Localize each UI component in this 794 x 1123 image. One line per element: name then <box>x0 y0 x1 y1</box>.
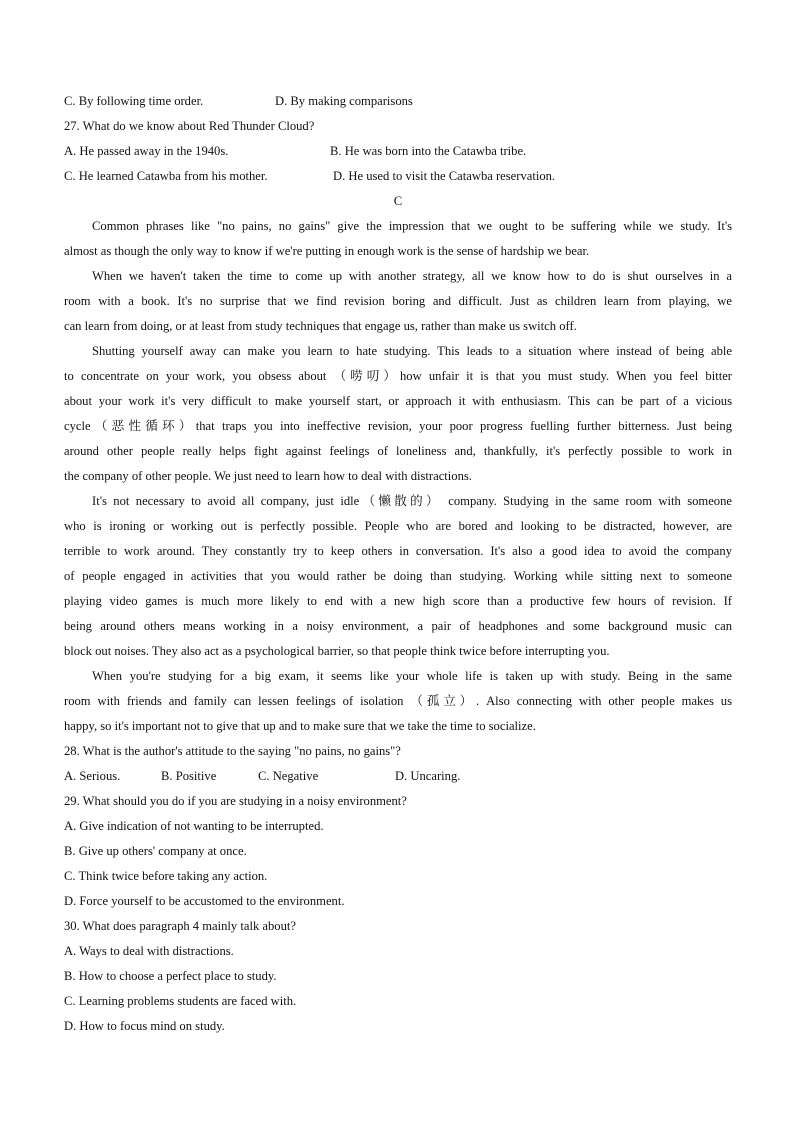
paragraph-line: It's not necessary to avoid all company, just idle（懒散的） company. Studying in the same room with someone <box>92 494 732 508</box>
q27-question: 27. What do we know about Red Thunder Cloud? <box>64 119 315 133</box>
paragraph-line: the company of other people. We just need to learn how to deal with distractions. <box>64 469 472 483</box>
q30-option-c: C. Learning problems students are faced with. <box>64 994 297 1008</box>
paragraph-line: to concentrate on your work, you obsess about （唠叨）how unfair it is that you must study. When you feel bitter <box>64 369 732 383</box>
q28-option-c: C. Negative <box>258 769 319 783</box>
section-letter: C <box>393 194 403 208</box>
q26-options-row <box>64 89 732 114</box>
paragraph-line: When we haven't taken the time to come up with another strategy, all we know how to do is shut ourselves in a <box>92 269 732 283</box>
paragraph-line: room with friends and family can lessen feelings of isolation （孤立）. Also connecting with other people makes us <box>64 694 732 708</box>
q27-option-d: D. He used to visit the Catawba reservation. <box>333 169 556 183</box>
q29-option-b: B. Give up others' company at once. <box>64 844 247 858</box>
paragraph-line: block out noises. They also act as a psychological barrier, so that people think twice before interrupting you. <box>64 644 610 658</box>
q28-question: 28. What is the author's attitude to the saying "no pains, no gains"? <box>64 744 401 758</box>
paragraph-line: who is ironing or working out is perfectly possible. People who are bored and looking to be distracted, however, are <box>64 519 732 533</box>
q28-option-a: A. Serious. <box>64 769 121 783</box>
paragraph-line: being around others means working in a noisy environment, a pair of headphones and some background music can <box>64 619 732 633</box>
q26-option-d: D. By making comparisons <box>275 94 413 108</box>
paragraph-line: about your work it's very difficult to make yourself start, or approach it with enthusiasm. This can be part of a vicious <box>64 394 732 408</box>
passage-paragraph-2 <box>64 264 732 339</box>
q30-option-a: A. Ways to deal with distractions. <box>64 944 234 958</box>
q30-option-d: D. How to focus mind on study. <box>64 1019 225 1033</box>
q27-option-c: C. He learned Catawba from his mother. <box>64 169 268 183</box>
exam-page <box>64 89 732 1039</box>
q27-options-row-2 <box>64 164 732 189</box>
passage-paragraph-4 <box>64 489 732 664</box>
q28-options-row <box>64 764 732 789</box>
paragraph-line: Shutting yourself away can make you learn to hate studying. This leads to a situation where instead of being able <box>92 344 732 358</box>
paragraph-line: When you're studying for a big exam, it seems like your whole life is taken up with study. Being in the same <box>92 669 732 683</box>
q29-option-a: A. Give indication of not wanting to be interrupted. <box>64 819 324 833</box>
q29-option-d: D. Force yourself to be accustomed to the environment. <box>64 894 345 908</box>
paragraph-line: room with a book. It's no surprise that we find revision boring and difficult. Just as children learn from playing, we <box>64 294 732 308</box>
q29-option-c: C. Think twice before taking any action. <box>64 869 268 883</box>
q28-option-b: B. Positive <box>161 769 217 783</box>
passage-paragraph-3 <box>64 339 732 489</box>
paragraph-line: almost as though the only way to know if we're putting in enough work is the sense of hardship we bear. <box>64 244 590 258</box>
q27-options-row-1 <box>64 139 732 164</box>
q28-option-d: D. Uncaring. <box>395 769 461 783</box>
paragraph-line: around other people really helps fight against feelings of loneliness and, thankfully, it's perfectly possible to work in <box>64 444 732 458</box>
passage-paragraph-5 <box>64 664 732 739</box>
paragraph-line: happy, so it's important not to give that up and to make sure that we take the time to socialize. <box>64 719 536 733</box>
q27-option-a: A. He passed away in the 1940s. <box>64 144 229 158</box>
paragraph-line: can learn from doing, or at least from study techniques that engage us, rather than make us switch off. <box>64 319 577 333</box>
paragraph-line: of people engaged in activities that you would rather be doing than studying. Working while sitting next to someone <box>64 569 732 583</box>
q30-option-b: B. How to choose a perfect place to study. <box>64 969 277 983</box>
q30-question: 30. What does paragraph 4 mainly talk about? <box>64 919 296 933</box>
paragraph-line: terrible to work around. They constantly try to keep others in conversation. It's also a good idea to avoid the company <box>64 544 732 558</box>
paragraph-line: cycle（恶性循环）that traps you into ineffective revision, your poor progress fuelling further bitterness. Just being <box>64 419 732 433</box>
passage-paragraph-1 <box>64 214 732 264</box>
q27-option-b: B. He was born into the Catawba tribe. <box>330 144 527 158</box>
q26-option-c: C. By following time order. <box>64 94 204 108</box>
paragraph-line: playing video games is much more likely to end with a new high score than a productive few hours of revision. If <box>64 594 732 608</box>
q29-question: 29. What should you do if you are studying in a noisy environment? <box>64 794 407 808</box>
paragraph-line: Common phrases like "no pains, no gains" give the impression that we ought to be suffering while we study. It's <box>92 219 732 233</box>
passage <box>64 214 732 739</box>
